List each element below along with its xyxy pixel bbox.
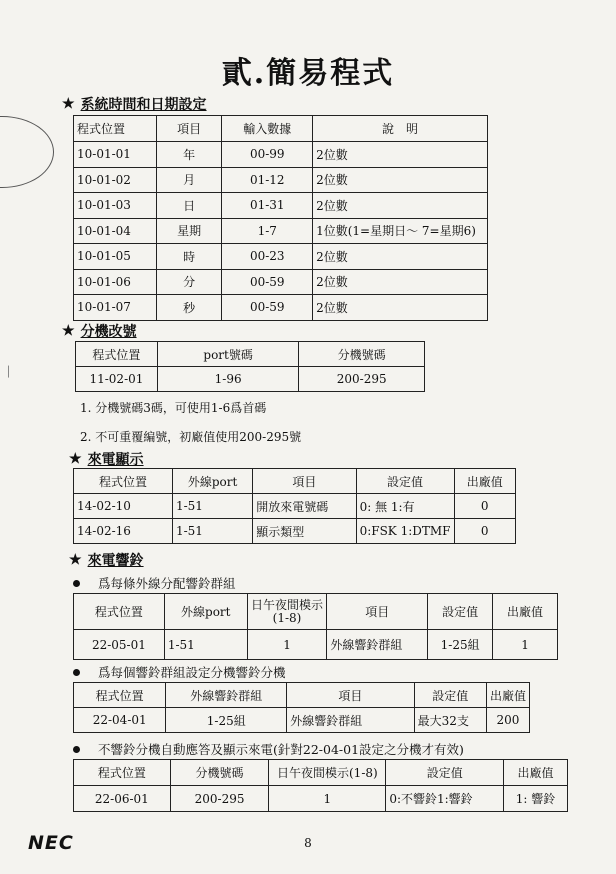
table-cell: 14-02-10 — [74, 494, 173, 519]
table-cell: 2位數 — [313, 244, 488, 270]
table-system-time — [73, 115, 488, 321]
table-cell: 0 — [454, 519, 516, 544]
table-header-row — [76, 342, 425, 367]
header-cell: 出廠值 — [486, 683, 529, 708]
table-cell: 200 — [486, 708, 529, 733]
table-cell: 1-25組 — [166, 708, 287, 733]
table-row — [74, 295, 488, 321]
bullet-dot — [73, 669, 80, 676]
table-cell: 時 — [156, 244, 222, 270]
table-cell: 00-59 — [222, 295, 313, 321]
header-cell: 程式位置 — [74, 683, 166, 708]
table-no-ring-extension — [73, 759, 568, 812]
table-cell: 00-59 — [222, 269, 313, 295]
table-caller-id — [73, 468, 516, 544]
note-2: 2. 不可重覆編號，初廠值使用200-295號 — [80, 430, 302, 444]
table-cell: 1-51 — [172, 494, 252, 519]
section-heading-caller-id: ★ 來電顯示 — [69, 451, 144, 468]
star-icon: ★ — [69, 451, 82, 467]
header-cell: 出廠值 — [493, 594, 558, 630]
table-cell: 200-295 — [170, 786, 269, 812]
header-cell: 項目 — [156, 116, 222, 142]
section-heading-ringing: ★ 來電響鈴 — [69, 552, 144, 569]
table-cell: 1 — [493, 630, 558, 660]
table-cell: 200-295 — [299, 367, 425, 392]
table-cell: 01-31 — [222, 193, 313, 219]
section-heading-extension-change: ★ 分機改號 — [62, 323, 137, 340]
table-cell: 外線響鈴群組 — [287, 708, 414, 733]
table-cell: 10-01-04 — [74, 218, 157, 244]
table-cell: 月 — [156, 167, 222, 193]
table-cell: 10-01-07 — [74, 295, 157, 321]
header-cell: 程式位置 — [74, 760, 171, 786]
table-cell: 10-01-06 — [74, 269, 157, 295]
star-icon: ★ — [62, 323, 75, 339]
header-cell: 外線port — [172, 469, 252, 494]
header-cell: 項目 — [327, 594, 428, 630]
table-header-row — [74, 594, 558, 630]
header-cell: 說 明 — [313, 116, 488, 142]
table-row — [74, 630, 558, 660]
star-icon: ★ — [62, 96, 75, 112]
table-ring-group-extensions — [73, 682, 530, 733]
star-icon: ★ — [69, 552, 82, 568]
table-header-row — [74, 760, 568, 786]
scan-mark — [8, 360, 18, 378]
bullet-dot — [73, 580, 80, 587]
table-header-row — [74, 116, 488, 142]
table-cell: 1-51 — [172, 519, 252, 544]
table-cell: 1 — [269, 786, 386, 812]
punch-hole-mark — [0, 116, 54, 188]
header-cell: 分機號碼 — [299, 342, 425, 367]
table-cell: 0 — [454, 494, 516, 519]
header-cell: 程式位置 — [74, 116, 157, 142]
table-cell: 0:不響鈴1:響鈴 — [386, 786, 504, 812]
table-row — [74, 269, 488, 295]
header-cell: 外線響鈴群組 — [166, 683, 287, 708]
table-cell: 2位數 — [313, 193, 488, 219]
table-cell: 顯示類型 — [253, 519, 356, 544]
table-row — [74, 142, 488, 168]
bullet-3: 不響鈴分機自動應答及顯示來電(針對22-04-01設定之分機才有效) — [73, 740, 464, 758]
page-title: 貳.簡易程式 — [221, 56, 395, 91]
table-cell: 1: 響鈴 — [504, 786, 568, 812]
table-cell: 年 — [156, 142, 222, 168]
table-cell: 2位數 — [313, 269, 488, 295]
table-cell: 10-01-03 — [74, 193, 157, 219]
bullet-1: 爲每條外線分配響鈴群組 — [73, 574, 236, 592]
table-cell: 1-7 — [222, 218, 313, 244]
table-cell: 星期 — [156, 218, 222, 244]
nec-logo: NEC — [28, 832, 74, 854]
table-cell: 11-02-01 — [76, 367, 158, 392]
table-cell: 22-04-01 — [74, 708, 166, 733]
section-heading-system-time: ★ 系統時間和日期設定 — [62, 96, 207, 113]
table-cell: 日 — [156, 193, 222, 219]
table-cell: 秒 — [156, 295, 222, 321]
table-row — [74, 167, 488, 193]
table-cell: 1-51 — [164, 630, 247, 660]
table-cell: 2位數 — [313, 167, 488, 193]
table-row — [74, 218, 488, 244]
note-1: 1. 分機號碼3碼，可使用1-6爲首碼 — [80, 401, 267, 415]
bullet-2: 爲每個響鈴群組設定分機響鈴分機 — [73, 663, 286, 681]
table-header-row — [74, 469, 516, 494]
header-cell: 項目 — [253, 469, 356, 494]
header-cell: 項目 — [287, 683, 414, 708]
table-cell: 1-96 — [157, 367, 299, 392]
table-row — [74, 193, 488, 219]
table-cell: 外線響鈴群組 — [327, 630, 428, 660]
table-cell: 10-01-02 — [74, 167, 157, 193]
table-cell: 22-06-01 — [74, 786, 171, 812]
header-cell: 日午夜間模示(1-8) — [269, 760, 386, 786]
table-cell: 開放來電號碼 — [253, 494, 356, 519]
table-row — [76, 367, 425, 392]
table-header-row — [74, 683, 530, 708]
table-row — [74, 786, 568, 812]
table-cell: 2位數 — [313, 142, 488, 168]
table-cell: 1-25組 — [428, 630, 493, 660]
table-trunk-ring-group — [73, 593, 558, 660]
header-cell: 設定值 — [428, 594, 493, 630]
header-cell: port號碼 — [157, 342, 299, 367]
header-cell: 程式位置 — [74, 469, 173, 494]
table-row — [74, 708, 530, 733]
table-row — [74, 494, 516, 519]
header-cell: 設定值 — [386, 760, 504, 786]
header-cell: 日午夜間模示(1-8) — [247, 594, 327, 630]
header-cell: 出廠值 — [504, 760, 568, 786]
header-cell: 程式位置 — [76, 342, 158, 367]
table-cell: 00-99 — [222, 142, 313, 168]
table-cell: 最大32支 — [414, 708, 486, 733]
header-cell: 出廠值 — [454, 469, 516, 494]
table-cell: 1位數(1=星期日～ 7=星期6) — [313, 218, 488, 244]
header-cell: 分機號碼 — [170, 760, 269, 786]
header-cell: 設定值 — [414, 683, 486, 708]
table-extension-change — [75, 341, 425, 392]
page-number: 8 — [304, 836, 312, 850]
table-cell: 14-02-16 — [74, 519, 173, 544]
header-cell: 程式位置 — [74, 594, 165, 630]
table-cell: 22-05-01 — [74, 630, 165, 660]
table-cell: 01-12 — [222, 167, 313, 193]
table-cell: 10-01-05 — [74, 244, 157, 270]
header-cell: 輸入數據 — [222, 116, 313, 142]
table-row — [74, 244, 488, 270]
table-cell: 0:FSK 1:DTMF — [356, 519, 454, 544]
table-cell: 2位數 — [313, 295, 488, 321]
header-cell: 設定值 — [356, 469, 454, 494]
bullet-dot — [73, 746, 80, 753]
table-cell: 00-23 — [222, 244, 313, 270]
table-cell: 0: 無 1:有 — [356, 494, 454, 519]
table-row — [74, 519, 516, 544]
header-cell: 外線port — [164, 594, 247, 630]
table-cell: 分 — [156, 269, 222, 295]
table-cell: 10-01-01 — [74, 142, 157, 168]
table-cell: 1 — [247, 630, 327, 660]
